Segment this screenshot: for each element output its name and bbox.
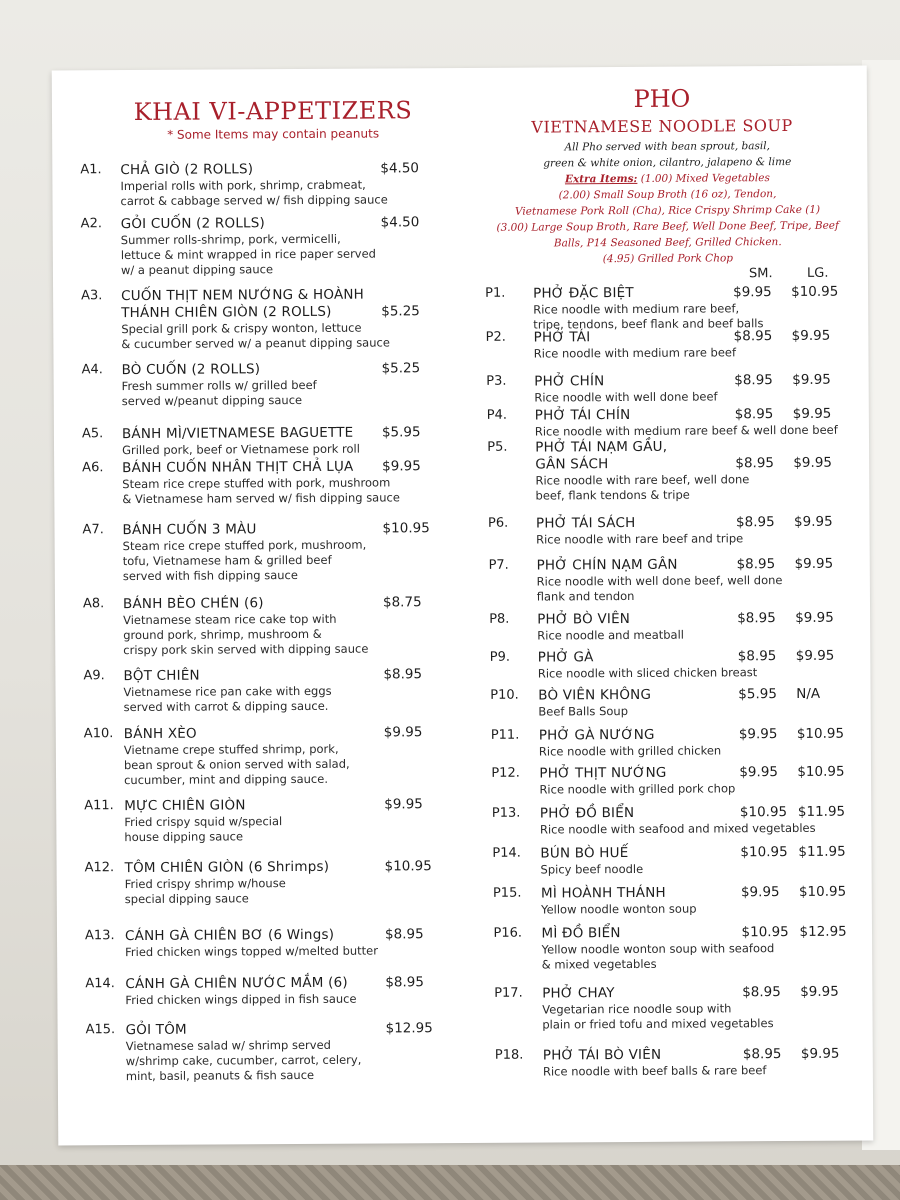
item-description: Rice noodle with well done beef, well done xyxy=(536,573,783,589)
pho-item xyxy=(486,371,856,405)
item-description: flank and tendon xyxy=(536,588,635,604)
item-description: Vietnamese rice pan cake with eggs xyxy=(123,683,332,700)
item-name: MỰC CHIÊN GIÒN xyxy=(124,797,246,815)
item-price: $5.25 xyxy=(381,360,421,377)
item-name: PHỞ CHAY xyxy=(542,985,615,1002)
item-name: PHỞ CHÍN NẠM GÂN xyxy=(536,556,678,574)
item-name: BÒ CUỐN (2 ROLLS) xyxy=(121,361,261,379)
item-code: A5. xyxy=(81,426,104,442)
item-description: Spicy beef noodle xyxy=(540,861,644,877)
pho-item xyxy=(492,843,862,877)
appetizer-item xyxy=(84,858,455,907)
item-name: PHỞ TÁI xyxy=(533,329,591,346)
item-description: Fresh summer rolls w/ grilled beef xyxy=(121,377,317,394)
item-description: lettuce & mint wrapped in rice paper served xyxy=(120,246,377,263)
item-price: $8.95 xyxy=(385,974,425,991)
price-small: $8.95 xyxy=(742,984,781,1001)
price-large: $11.95 xyxy=(797,803,846,820)
item-code: A8. xyxy=(82,596,105,612)
item-code: P14. xyxy=(492,845,521,861)
item-description: served w/peanut dipping sauce xyxy=(121,392,303,409)
price-large: $10.95 xyxy=(791,283,839,300)
item-description: special dipping sauce xyxy=(124,891,249,907)
item-code: P5. xyxy=(487,439,508,455)
item-name: BÚN BÒ HUẾ xyxy=(540,844,629,862)
pho-item xyxy=(492,883,863,917)
item-description: Rice noodle with beef balls & rare beef xyxy=(542,1063,767,1079)
price-large: $9.95 xyxy=(795,609,834,626)
item-code: A2. xyxy=(80,216,103,232)
item-description: Rice noodle with medium rare beef xyxy=(533,345,737,361)
price-small: $10.95 xyxy=(740,844,788,861)
item-description: Rice noodle with medium rare beef, xyxy=(533,301,740,317)
item-price: $8.75 xyxy=(382,594,422,611)
item-code: P18. xyxy=(494,1047,524,1063)
appetizer-item xyxy=(82,594,453,658)
item-description: Steam rice crepe stuffed pork, mushroom, xyxy=(122,537,367,554)
item-description: Vietnamese salad w/ shrimp served xyxy=(125,1037,331,1054)
item-name: PHỞ TÁI BÒ VIÊN xyxy=(542,1046,662,1064)
pho-item xyxy=(489,647,860,681)
item-price: $9.95 xyxy=(382,458,421,475)
item-description: served with carrot & dipping sauce. xyxy=(123,698,329,715)
extra-items-line: (2.00) Small Soup Broth (16 oz), Tendon, xyxy=(558,188,777,202)
item-code: A14. xyxy=(85,976,115,992)
item-code: A11. xyxy=(84,798,114,814)
pho-item xyxy=(493,923,863,972)
price-small: $8.95 xyxy=(734,406,774,423)
item-description: Rice noodle with grilled pork chop xyxy=(539,781,736,797)
item-description: Yellow noodle wonton soup with seafood xyxy=(541,941,775,957)
price-small: $8.95 xyxy=(733,328,773,345)
pho-item xyxy=(485,283,855,332)
item-price: $4.50 xyxy=(380,214,420,231)
item-name: CÁNH GÀ CHIÊN BƠ (6 Wings) xyxy=(124,926,335,945)
pho-item xyxy=(491,763,861,797)
price-small: $9.95 xyxy=(738,726,778,743)
appetizer-item xyxy=(85,1020,456,1084)
item-code: P1. xyxy=(485,285,506,301)
appetizer-item xyxy=(82,458,452,507)
item-code: P12. xyxy=(491,765,520,781)
item-name: PHỞ GÀ NƯỚNG xyxy=(538,726,655,744)
item-description: beef, flank tendons & tripe xyxy=(535,487,690,503)
item-description: Fried chicken wings topped w/melted butter xyxy=(125,943,378,960)
item-code: P8. xyxy=(489,611,510,627)
item-name: BÁNH BÈO CHÉN (6) xyxy=(122,595,264,613)
price-large: $11.95 xyxy=(798,843,846,860)
item-price: $10.95 xyxy=(384,858,432,875)
appetizer-item xyxy=(81,424,452,458)
item-description: house dipping sauce xyxy=(124,829,244,845)
item-description: & Vietnamese ham served w/ fish dipping sauce xyxy=(122,490,400,507)
item-name: PHỞ BÒ VIÊN xyxy=(537,610,631,628)
item-price: $4.50 xyxy=(380,160,420,177)
item-description: & mixed vegetables xyxy=(541,956,657,972)
price-small: $8.95 xyxy=(742,1046,782,1063)
item-description: Vegetarian rice noodle soup with xyxy=(542,1001,732,1017)
price-large: $9.95 xyxy=(792,405,832,422)
price-small: $8.95 xyxy=(736,556,776,573)
pho-subtitle: VIETNAMESE NOODLE SOUP xyxy=(531,115,793,137)
item-description: Imperial rolls with pork, shrimp, crabmeat, xyxy=(120,177,366,194)
item-code: P15. xyxy=(492,885,522,901)
item-price: $5.25 xyxy=(381,303,420,320)
item-code: P6. xyxy=(487,515,509,531)
item-name: BÁNH XÈO xyxy=(123,725,197,743)
item-code: A13. xyxy=(84,928,115,944)
price-small: $10.95 xyxy=(741,924,789,941)
item-description: mint, basil, peanuts & fish sauce xyxy=(125,1067,315,1084)
item-price: $9.95 xyxy=(384,796,423,813)
appetizer-item xyxy=(82,520,452,584)
appetizer-item xyxy=(81,286,451,352)
price-small: $9.95 xyxy=(733,284,772,301)
item-name: GỎI TÔM xyxy=(125,1021,187,1039)
item-code: A15. xyxy=(85,1022,116,1038)
item-code: P7. xyxy=(488,557,509,573)
extra-items-line: Balls, P14 Seasoned Beef, Grilled Chicken. xyxy=(553,236,782,250)
price-small: $8.95 xyxy=(737,648,777,665)
extra-items-line: Vietnamese Pork Roll (Cha), Rice Crispy Shrimp Cake (1) xyxy=(514,203,821,218)
pho-item xyxy=(491,803,862,837)
item-name: BỘT CHIÊN xyxy=(123,667,200,685)
pho-item xyxy=(494,983,864,1032)
extra-items-line: (4.95) Grilled Pork Chop xyxy=(602,252,734,266)
pho-item xyxy=(488,555,859,604)
item-code: P17. xyxy=(494,985,523,1001)
menu-page xyxy=(52,66,874,1146)
item-code: P10. xyxy=(490,687,519,703)
item-code: P9. xyxy=(489,649,511,665)
item-name: GỎI CUỐN (2 ROLLS) xyxy=(120,215,266,233)
item-description: served with fish dipping sauce xyxy=(122,568,298,584)
price-small: $8.95 xyxy=(737,610,776,627)
item-description: cucumber, mint and dipping sauce. xyxy=(124,771,329,788)
appetizers-title: KHAI VI-APPETIZERS xyxy=(133,96,413,126)
price-large: $9.95 xyxy=(800,1045,840,1062)
item-name: BÒ VIÊN KHÔNG xyxy=(538,686,652,704)
item-description: Steam rice crepe stuffed with pork, mushroom xyxy=(122,475,391,492)
price-large: $9.95 xyxy=(793,454,833,471)
item-price: $8.95 xyxy=(383,666,423,683)
item-code: P2. xyxy=(485,329,506,345)
item-name: BÁNH MÌ/VIETNAMESE BAGUETTE xyxy=(121,424,354,443)
appetizer-item xyxy=(80,214,451,278)
price-small: $8.95 xyxy=(735,455,775,472)
item-description: Fried crispy shrimp w/house xyxy=(124,876,286,892)
price-large: $9.95 xyxy=(794,555,834,572)
item-description: Rice noodle with rare beef and tripe xyxy=(536,531,744,547)
price-large: N/A xyxy=(796,685,821,702)
peanut-note: * Some Items may contain peanuts xyxy=(167,126,380,142)
item-description: Rice noodle with seafood and mixed vegetables xyxy=(539,820,816,837)
item-name: MÌ HOÀNH THÁNH xyxy=(540,884,666,902)
item-description: Rice noodle with sliced chicken breast xyxy=(537,665,758,681)
item-description: Fried chicken wings dipped in fish sauce xyxy=(125,991,357,1008)
price-small: $8.95 xyxy=(735,514,775,531)
price-large: $9.95 xyxy=(800,983,839,1000)
item-description: & cucumber served w/ a peanut dipping sauce xyxy=(121,335,390,352)
item-name: CUỐN THỊT NEM NƯỚNG & HOÀNH xyxy=(121,286,365,305)
item-name: PHỞ TÁI CHÍN xyxy=(534,406,631,424)
item-description: Rice noodle with medium rare beef & well done beef xyxy=(534,422,838,439)
item-description: Grilled pork, beef or Vietnamese pork roll xyxy=(122,441,360,458)
appetizer-item xyxy=(83,724,454,788)
item-description: crispy pork skin served with dipping sauce xyxy=(123,641,369,658)
item-description: Rice noodle and meatball xyxy=(537,627,685,643)
item-description: tofu, Vietnamese ham & grilled beef xyxy=(122,552,332,569)
item-description: Fried crispy squid w/special xyxy=(124,814,283,830)
price-large: $9.95 xyxy=(793,513,833,530)
price-small: $10.95 xyxy=(739,804,788,821)
price-large: $9.95 xyxy=(795,647,835,664)
item-code: A1. xyxy=(80,162,102,178)
price-large: $10.95 xyxy=(796,725,845,742)
item-description: w/shrimp cake, cucumber, carrot, celery, xyxy=(125,1052,362,1069)
pho-item xyxy=(494,1045,865,1079)
pho-item xyxy=(490,685,860,719)
extra-items-label: Extra Items: xyxy=(564,172,638,186)
floor-background xyxy=(0,1165,900,1200)
pho-item xyxy=(487,513,858,547)
pho-info xyxy=(492,138,843,268)
item-name: PHỞ TÁI SÁCH xyxy=(535,514,636,532)
item-description: Vietnamese steam rice cake top with xyxy=(123,611,337,628)
item-description: Yellow noodle wonton soup xyxy=(541,901,697,917)
appetizer-item xyxy=(84,926,455,960)
item-code: A12. xyxy=(84,860,115,876)
pho-item xyxy=(489,609,859,643)
size-large-header: LG. xyxy=(806,265,829,281)
price-large: $10.95 xyxy=(797,763,845,780)
item-price: $12.95 xyxy=(385,1020,433,1037)
pho-info-line: All Pho served with bean sprout, basil, xyxy=(564,140,770,154)
item-description: carrot & cabbage served w/ fish dipping sauce xyxy=(120,192,388,209)
price-small: $9.95 xyxy=(740,884,780,901)
item-description: bean sprout & onion served with salad, xyxy=(123,756,350,773)
item-name-line2: GÂN SÁCH xyxy=(535,456,609,473)
pho-item xyxy=(486,405,857,439)
item-code: A10. xyxy=(83,726,114,742)
price-large: $9.95 xyxy=(791,327,831,344)
appetizer-item xyxy=(85,974,455,1008)
extra-items-line: (3.00) Large Soup Broth, Rare Beef, Well Done Beef, Tripe, Beef xyxy=(496,219,839,234)
item-name: PHỞ THỊT NƯỚNG xyxy=(539,764,667,782)
item-price: $8.95 xyxy=(384,926,424,943)
item-description: Rice noodle with grilled chicken xyxy=(538,743,722,759)
item-code: P13. xyxy=(491,805,521,821)
item-name: BÁNH CUỐN NHÂN THỊT CHẢ LỤA xyxy=(122,458,354,477)
extra-items-line: (1.00) Mixed Vegetables xyxy=(637,172,770,185)
item-price: $10.95 xyxy=(382,520,430,537)
price-small: $5.95 xyxy=(738,686,777,703)
price-small: $9.95 xyxy=(739,764,779,781)
item-name: PHỞ ĐỒ BIỂN xyxy=(539,804,635,822)
item-description: Vietname crepe stuffed shrimp, pork, xyxy=(123,741,339,758)
size-small-header: SM. xyxy=(748,266,773,282)
item-description: Rice noodle with rare beef, well done xyxy=(535,472,750,488)
item-name: PHỞ CHÍN xyxy=(534,373,605,390)
item-description: plain or fried tofu and mixed vegetables xyxy=(542,1016,774,1032)
item-name: BÁNH CUỐN 3 MÀU xyxy=(122,521,257,539)
item-price: $5.95 xyxy=(381,424,421,441)
item-code: P3. xyxy=(486,373,507,389)
item-code: A6. xyxy=(82,460,104,476)
pho-title: PHO xyxy=(633,84,691,113)
appetizer-item xyxy=(80,160,450,209)
price-large: $12.95 xyxy=(799,923,847,940)
item-code: A4. xyxy=(81,362,103,378)
item-code: P16. xyxy=(493,925,523,941)
item-name-line2: THÁNH CHIÊN GIÒN (2 ROLLS) xyxy=(121,303,332,322)
appetizer-item xyxy=(83,666,453,715)
price-large: $9.95 xyxy=(792,371,831,388)
item-code: A3. xyxy=(81,288,103,304)
item-name: CHẢ GIÒ (2 ROLLS) xyxy=(120,161,254,179)
item-description: Special grill pork & crispy wonton, lettuce xyxy=(121,320,362,337)
item-name: PHỞ ĐẶC BIỆT xyxy=(533,284,634,302)
price-large: $10.95 xyxy=(798,883,847,900)
item-price: $9.95 xyxy=(383,724,423,741)
price-small: $8.95 xyxy=(734,372,773,389)
item-name: PHỞ GÀ xyxy=(537,649,594,666)
item-name: PHỞ TÁI NẠM GẦU, xyxy=(535,438,668,456)
item-name: CÁNH GÀ CHIÊN NƯỚC MẮM (6) xyxy=(125,974,348,993)
item-name: MÌ ĐỒ BIỂN xyxy=(541,925,621,942)
item-code: P4. xyxy=(486,407,508,423)
item-description: w/ a peanut dipping sauce xyxy=(120,262,274,278)
item-code: A9. xyxy=(83,668,105,684)
pho-info-line: green & white onion, cilantro, jalapeno & lime xyxy=(543,155,792,170)
item-description: ground pork, shrimp, mushroom & xyxy=(123,626,322,643)
appetizer-item xyxy=(81,360,452,409)
item-name: TÔM CHIÊN GIÒN (6 Shrimps) xyxy=(124,858,330,877)
item-description: Beef Balls Soup xyxy=(538,703,629,719)
pho-item xyxy=(490,725,861,759)
item-description: Summer rolls-shrimp, pork, vermicelli, xyxy=(120,231,341,248)
appetizer-item xyxy=(84,796,454,845)
item-description: tripe, tendons, beef flank and beef balls xyxy=(533,316,764,332)
item-code: P11. xyxy=(490,727,520,743)
item-description: Rice noodle with well done beef xyxy=(534,389,718,405)
item-code: A7. xyxy=(82,522,104,538)
